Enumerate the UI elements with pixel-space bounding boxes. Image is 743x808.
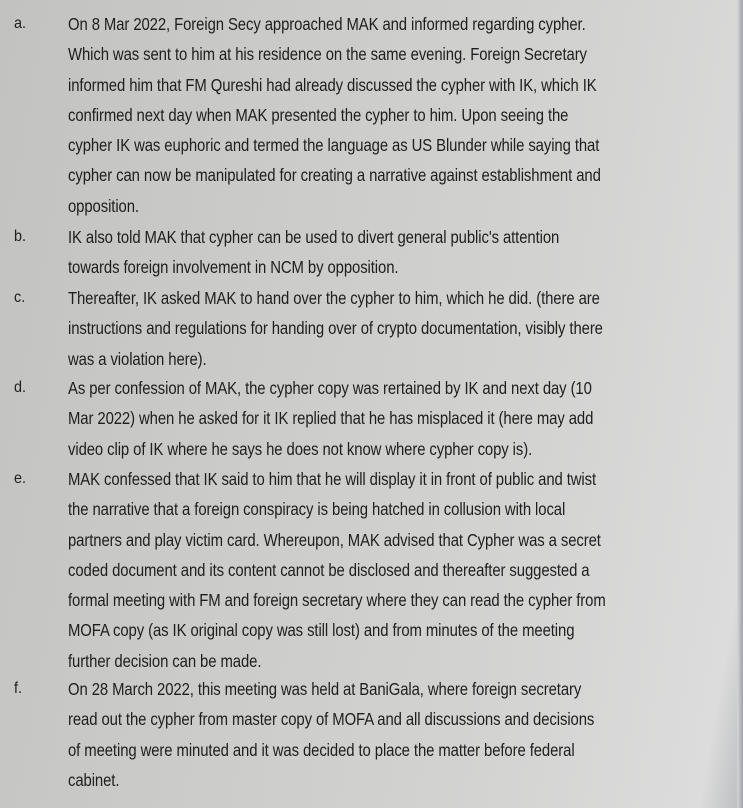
text-line: further decision can be made. xyxy=(68,650,262,671)
paragraph-label: e. xyxy=(14,470,27,487)
text-line: confirmed next day when MAK presented the cypher to him. Upon seeing the xyxy=(68,104,569,125)
paragraph-label: f. xyxy=(14,680,23,697)
paragraph-text xyxy=(68,674,708,795)
text-line: opposition. xyxy=(68,195,139,216)
paragraph-text xyxy=(68,222,708,283)
paragraph-label: d. xyxy=(14,379,27,396)
text-line: read out the cypher from master copy of MOFA and all discussions and decisions xyxy=(68,709,595,730)
text-line: formal meeting with FM and foreign secretary where they can read the cypher from xyxy=(68,590,606,611)
text-line: cabinet. xyxy=(68,769,120,790)
paragraph-label: b. xyxy=(14,228,27,245)
text-line: was a violation here). xyxy=(68,348,207,369)
text-line: cypher can now be manipulated for creating a narrative against establishment and xyxy=(68,165,601,186)
text-line: IK also told MAK that cypher can be used to divert general public's attention xyxy=(68,227,560,247)
text-line: video clip of IK where he says he does not know where cypher copy is). xyxy=(68,438,533,459)
text-line: the narrative that a foreign conspiracy is being hatched in collusion with local xyxy=(68,499,566,520)
text-line: of meeting were minuted and it was decided to place the matter before federal xyxy=(68,739,575,760)
text-line: Mar 2022) when he asked for it IK replied that he has misplaced it (here may add xyxy=(68,408,594,429)
paragraph-label: a. xyxy=(14,15,27,32)
text-line: MOFA copy (as IK original copy was still lost) and from minutes of the meeting xyxy=(68,620,575,641)
paragraph-text xyxy=(68,464,708,676)
text-line: Thereafter, IK asked MAK to hand over the cypher to him, which he did. (there are xyxy=(68,288,600,308)
text-line: Which was sent to him at his residence on the same evening. Foreign Secretary xyxy=(68,44,587,65)
paragraph-text xyxy=(68,373,708,464)
paragraph-label: c. xyxy=(14,289,26,306)
page-edge-shadow xyxy=(737,0,743,808)
text-line: On 28 March 2022, this meeting was held at BaniGala, where foreign secretary xyxy=(68,679,582,699)
paragraph-text xyxy=(68,283,708,374)
text-line: coded document and its content cannot be disclosed and thereafter suggested a xyxy=(68,559,590,580)
text-line: As per confession of MAK, the cypher copy was rertained by IK and next day (10 xyxy=(68,378,592,398)
paragraph-text xyxy=(68,9,708,221)
text-line: cypher IK was euphoric and termed the language as US Blunder while saying that xyxy=(68,135,600,156)
text-line: On 8 Mar 2022, Foreign Secy approached MAK and informed regarding cypher. xyxy=(68,14,586,34)
text-line: informed him that FM Qureshi had already discussed the cypher with IK, which IK xyxy=(68,74,597,95)
text-line: towards foreign involvement in NCM by opposition. xyxy=(68,257,399,278)
text-line: partners and play victim card. Whereupon, MAK advised that Cypher was a secret xyxy=(68,529,601,550)
text-line: instructions and regulations for handing over of crypto documentation, visibly there xyxy=(68,318,603,339)
text-line: MAK confessed that IK said to him that he will display it in front of public and twist xyxy=(68,469,597,489)
